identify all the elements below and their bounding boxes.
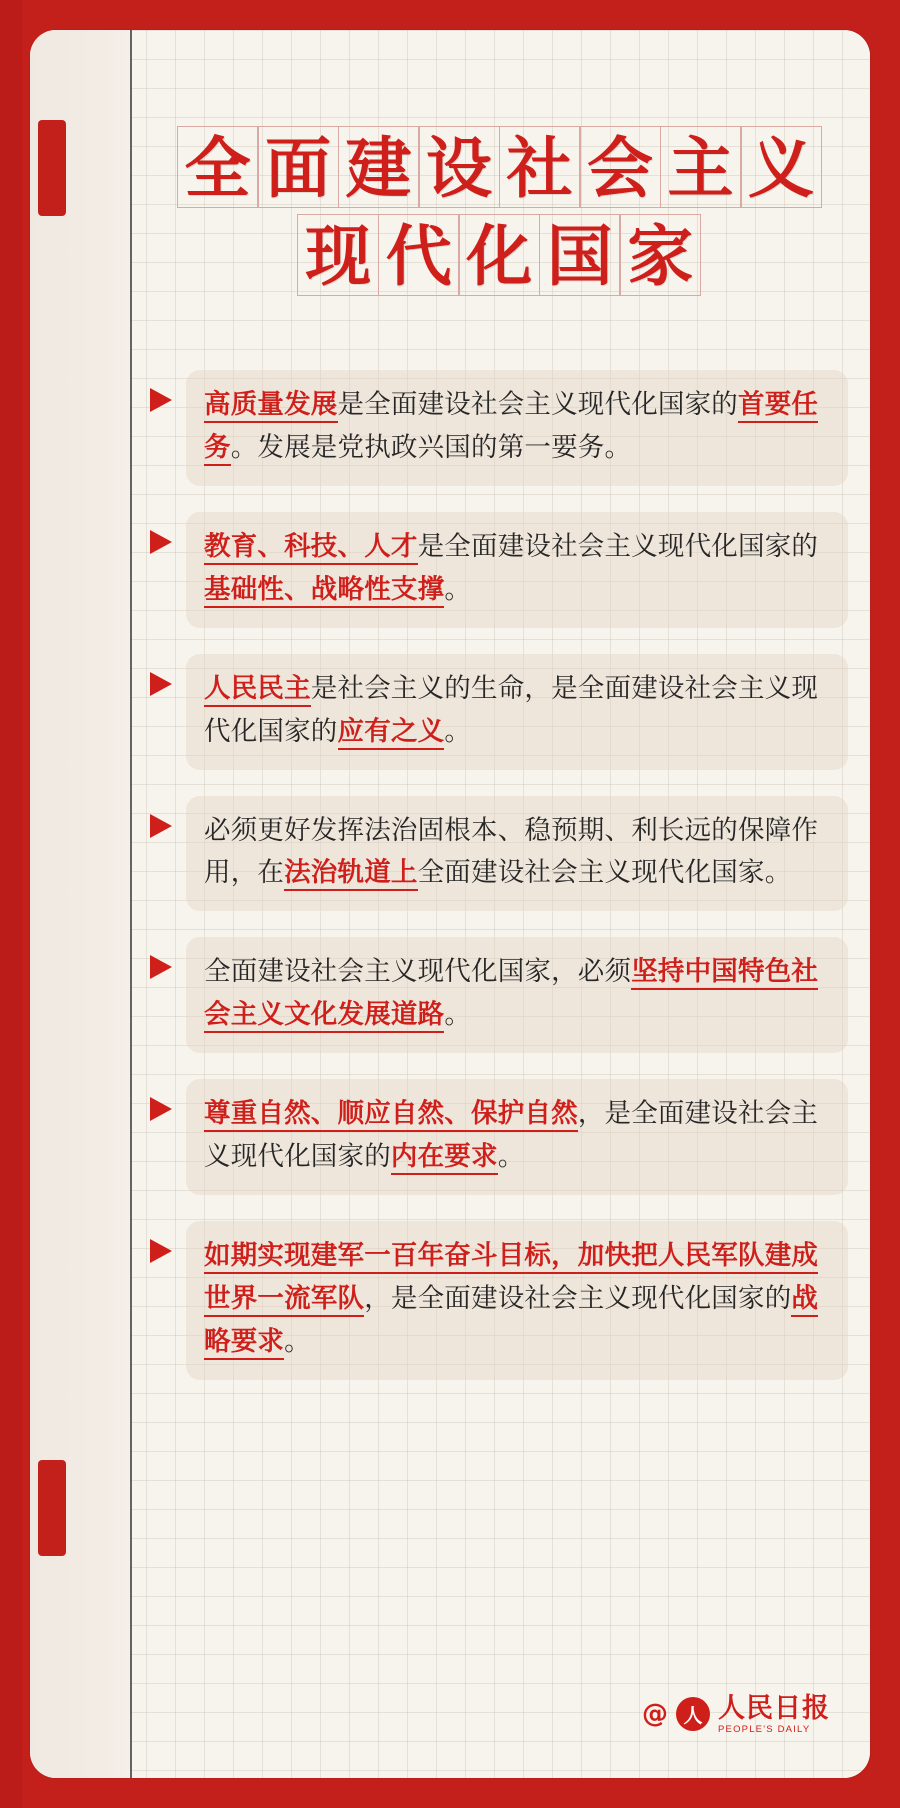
- triangle-right-icon: [148, 1237, 182, 1265]
- highlight-text: 战略要求: [204, 1283, 818, 1360]
- title-char: 设: [418, 126, 500, 208]
- page-title: [130, 126, 870, 302]
- title-char: 全: [177, 126, 259, 208]
- highlight-text: 人民民主: [204, 673, 311, 707]
- title-char: 化: [458, 214, 540, 296]
- title-char: 主: [660, 126, 742, 208]
- title-line-2: [130, 214, 870, 296]
- highlight-text: 高质量发展: [204, 389, 338, 423]
- publisher-name: [718, 1692, 830, 1735]
- title-char: 义: [740, 126, 822, 208]
- plain-text: 全面建设社会主义现代化国家，必须: [204, 956, 632, 988]
- title-char: 面: [257, 126, 339, 208]
- publisher-name-cn: 人民日报: [718, 1692, 830, 1724]
- statement-bubble: [186, 512, 848, 628]
- title-char: 社: [499, 126, 581, 208]
- highlight-text: 如期实现建军一百年奋斗目标，加快把人民军队建成世界一流军队: [204, 1240, 818, 1317]
- people-badge-icon: 人: [676, 1697, 710, 1731]
- left-red-strip: [0, 0, 22, 1808]
- plain-text: 是社会主义的生命，是全面建设社会主义现代化国家的: [204, 672, 819, 747]
- title-char: 家: [619, 214, 701, 296]
- highlight-text: 教育、科技、人才: [204, 531, 418, 565]
- red-tab-bottom: [38, 1460, 66, 1556]
- plain-text: ，是全面建设社会主义现代化国家的: [364, 1282, 792, 1314]
- at-sign-icon: @: [642, 1699, 668, 1730]
- plain-text: 。: [444, 715, 472, 747]
- statement-bubble: [186, 654, 848, 770]
- highlight-text: 基础性、战略性支撑: [204, 574, 444, 608]
- plain-text: ，是全面建设社会主义现代化国家的: [204, 1098, 819, 1173]
- list-item: [148, 796, 848, 912]
- plain-text: 是全面建设社会主义现代化国家的: [337, 389, 738, 420]
- highlight-text: 应有之义: [338, 716, 445, 750]
- plain-text: 。: [444, 999, 472, 1031]
- title-char: 会: [579, 126, 661, 208]
- statement-text: [204, 668, 830, 754]
- title-char: 国: [539, 214, 621, 296]
- plain-text: 。发展是党执政兴国的第一要务。: [230, 431, 632, 463]
- triangle-right-icon: [148, 670, 182, 698]
- statement-bubble: [186, 1079, 848, 1195]
- notebook-card: [30, 30, 870, 1778]
- highlight-text: 尊重自然、顺应自然、保护自然: [204, 1098, 578, 1132]
- triangle-right-icon: [148, 386, 182, 414]
- red-tab-top: [38, 120, 66, 216]
- statement-text: [204, 810, 830, 896]
- triangle-right-icon: [148, 953, 182, 981]
- plain-text: 。: [497, 1141, 525, 1173]
- list-item: [148, 937, 848, 1053]
- plain-text: 必须更好发挥法治固根本、稳预期、利长远的保障作用，在: [204, 814, 819, 889]
- publisher-name-en: PEOPLE'S DAILY: [718, 1723, 811, 1735]
- statement-text: [204, 951, 830, 1037]
- statement-text: [204, 1093, 830, 1179]
- statement-bubble: [186, 1221, 848, 1380]
- title-char: 代: [378, 214, 460, 296]
- statement-text: [204, 526, 830, 612]
- plain-text: 全面建设社会主义现代化国家。: [417, 857, 792, 889]
- statement-bubble: [186, 937, 848, 1053]
- highlight-text: 首要任务: [204, 389, 818, 466]
- list-item: [148, 512, 848, 628]
- statement-bubble: [186, 370, 848, 486]
- plain-text: 。: [444, 573, 472, 605]
- highlight-text: 坚持中国特色社会主义文化发展道路: [204, 956, 818, 1033]
- list-item: [148, 1221, 848, 1380]
- publisher-logo: [642, 1692, 830, 1735]
- highlight-text: 法治轨道上: [284, 857, 418, 891]
- statement-text: [204, 1235, 830, 1364]
- highlight-text: 内在要求: [391, 1141, 498, 1175]
- title-char: 建: [338, 126, 420, 208]
- plain-text: 是全面建设社会主义现代化国家的: [417, 530, 819, 562]
- triangle-right-icon: [148, 812, 182, 840]
- plain-text: 。: [284, 1325, 311, 1357]
- list-item: [148, 654, 848, 770]
- statement-text: [204, 384, 830, 470]
- statement-list: [148, 370, 848, 1406]
- title-char: 现: [297, 214, 379, 296]
- list-item: [148, 370, 848, 486]
- triangle-right-icon: [148, 1095, 182, 1123]
- statement-bubble: [186, 796, 848, 912]
- triangle-right-icon: [148, 528, 182, 556]
- list-item: [148, 1079, 848, 1195]
- title-line-1: [130, 126, 870, 208]
